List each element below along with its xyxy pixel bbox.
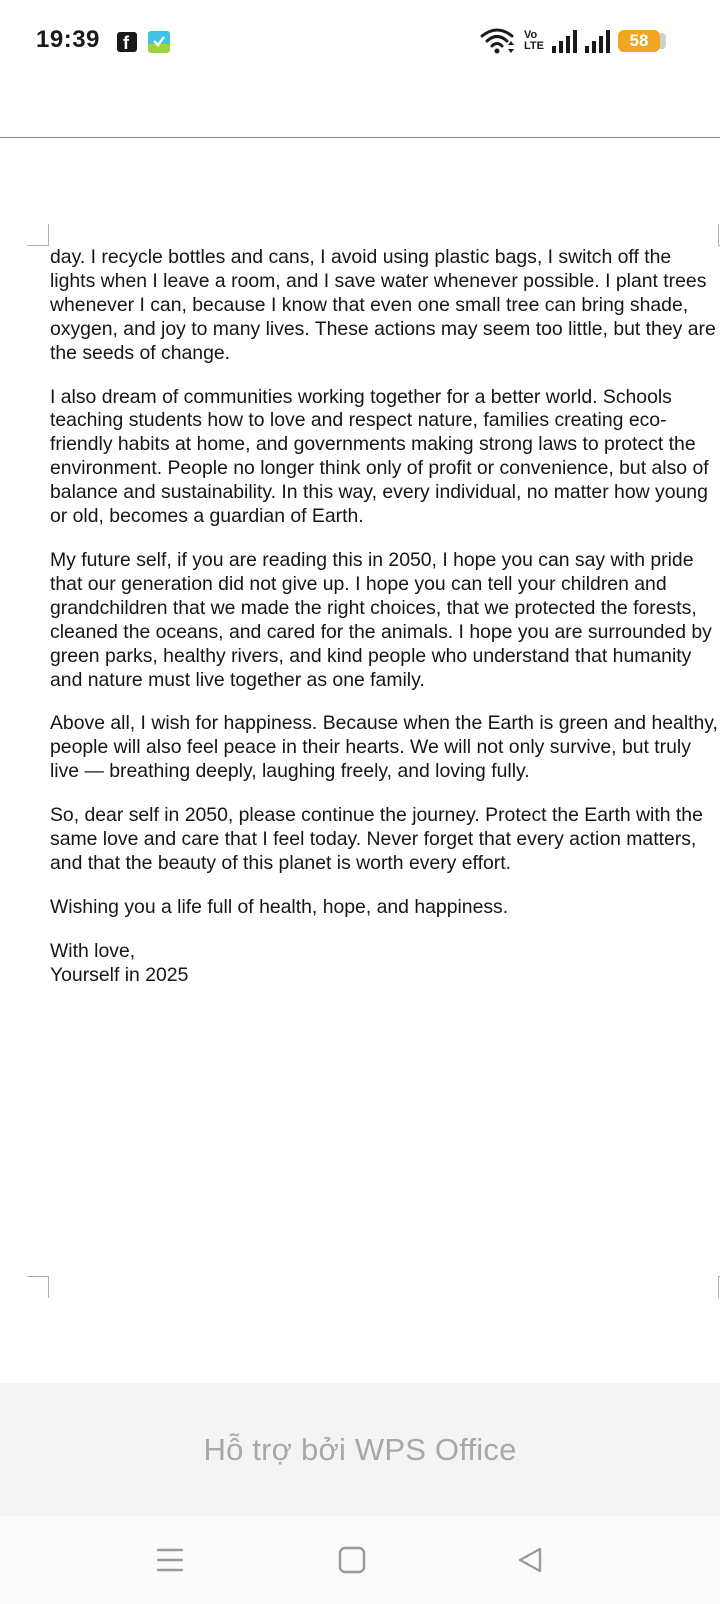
menu-icon[interactable]	[140, 1516, 200, 1604]
home-icon[interactable]	[322, 1516, 382, 1604]
document-toolbar	[0, 84, 720, 138]
facebook-icon	[117, 32, 137, 52]
paragraph: My future self, if you are reading this in 2050, I hope you can say with pride that our generation did not give up. I hope you can tell your children and grandchildren that we made the right choices, that we protected the forests, cleaned the oceans, and cared for the animals. I hope you are surrounded by green parks, healthy rivers, and kind people who understand that humanity and nature must live together as one family.	[50, 548, 712, 691]
signature-line: Yourself in 2025	[50, 963, 189, 986]
system-nav-bar	[0, 1516, 720, 1604]
status-icons	[480, 26, 660, 56]
document-page[interactable]	[0, 138, 720, 1383]
volte-label-bottom: LTE	[524, 40, 544, 52]
page-margin-corner	[27, 1276, 49, 1298]
paragraph: Above all, I wish for happiness. Because when the Earth is green and healthy, people will also feel peace in their hearts. We will not only survive, but truly live — breathing deeply, laughing freely, and loving fully.	[50, 712, 718, 783]
document-body[interactable]	[50, 246, 718, 988]
app-notification-icon	[148, 31, 170, 53]
powered-by-text: Hỗ trợ bởi WPS Office	[203, 1431, 517, 1467]
back-icon[interactable]	[500, 1516, 560, 1604]
wps-powered-by-banner	[0, 1383, 720, 1516]
volte-label-top: Vo	[524, 29, 538, 41]
paragraph: So, dear self in 2050, please continue the journey. Protect the Earth with the same love and care that I feel today. Never forget that every action matters, and that the beauty of this planet is worth every effort.	[50, 804, 703, 874]
closing-line: With love,	[50, 939, 136, 962]
wifi-icon	[480, 27, 516, 55]
volte-icon	[524, 30, 544, 52]
signal-icon	[552, 29, 577, 53]
battery-level: 58	[629, 31, 649, 50]
paragraph: day. I recycle bottles and cans, I avoid using plastic bags, I switch off the lights when I leave a room, and I save water whenever possible. I plant trees whenever I can, because I know that even one small tree can bring shade, oxygen, and joy to many lives. These actions may seem too little, but they are the seeds of change.	[50, 246, 716, 364]
paragraph: I also dream of communities working together for a better world. Schools teaching students how to love and respect nature, families creating eco-friendly habits at home, and governments making strong laws to protect the environment. People no longer think only of profit or convenience, but also of balance and sustainability. In this way, every individual, no matter how young or old, becomes a guardian of Earth.	[50, 385, 709, 528]
page-margin-corner	[27, 224, 49, 246]
status-bar	[0, 0, 720, 84]
signal-icon	[585, 29, 610, 53]
battery-icon	[618, 30, 660, 52]
paragraph: Wishing you a life full of health, hope, and happiness.	[50, 895, 509, 918]
status-time: 19:39	[36, 26, 100, 53]
